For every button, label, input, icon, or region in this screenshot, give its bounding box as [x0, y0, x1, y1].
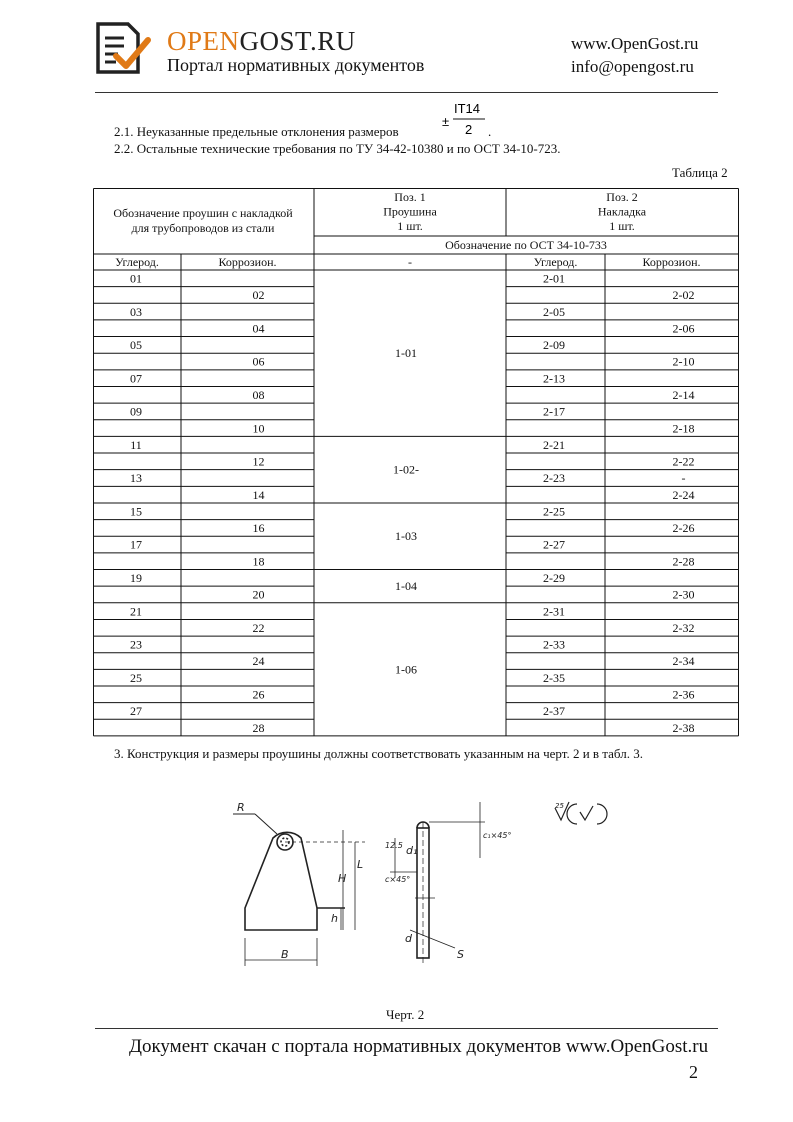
cell-corrosion: 10	[252, 421, 265, 436]
cell-carbon: 15	[130, 504, 142, 519]
brand-gost: GOST.RU	[239, 26, 356, 56]
header-pos2-line: 1 шт.	[609, 219, 635, 233]
cell-pos2-carbon: 2-09	[543, 338, 565, 353]
header-designation-line2: для трубопроводов из стали	[131, 221, 275, 235]
cell-pos2-corrosion: -	[681, 471, 686, 486]
portal-subtitle: Портал нормативных документов	[167, 55, 425, 75]
cell-pos2-carbon: 2-13	[543, 371, 565, 386]
frac-den: 2	[465, 122, 473, 137]
cell-carbon: 17	[130, 537, 142, 552]
cell-corrosion: 28	[252, 720, 265, 735]
label-h-small: h	[331, 912, 338, 925]
table-caption: Таблица 2	[672, 165, 728, 180]
cell-pos2-carbon: 2-01	[543, 271, 565, 286]
cell-corrosion: 08	[252, 387, 265, 402]
brand-open: OPEN	[167, 26, 240, 56]
cell-pos2-corrosion: 2-26	[672, 521, 695, 536]
cell-carbon: 09	[130, 404, 142, 419]
label-r: R	[237, 801, 245, 814]
label-c45: c×45°	[385, 875, 411, 884]
cell-pos2-carbon: 2-37	[543, 704, 565, 719]
cell-pos2-carbon: 2-29	[543, 571, 565, 586]
email-link[interactable]: info@opengost.ru	[571, 57, 694, 76]
cell-pos2-corrosion: 2-18	[672, 421, 695, 436]
cell-pos2-carbon: 2-31	[543, 604, 565, 619]
cell-corrosion: 20	[252, 587, 265, 602]
cell-pos2-corrosion: 2-06	[672, 321, 695, 336]
cell-pos2-carbon: 2-25	[543, 504, 565, 519]
page-number: 2	[689, 1062, 698, 1082]
cell-corrosion: 12	[252, 454, 265, 469]
cell-pos1-group: 1-02-	[393, 462, 419, 477]
paragraph-3: 3. Конструкция и размеры проушины должны соответствовать указанным на черт. 2 и в табл. 3.	[114, 746, 643, 761]
cell-pos2-carbon: 2-33	[543, 637, 565, 652]
cell-pos2-carbon: 2-35	[543, 670, 565, 685]
cell-pos2-corrosion: 2-34	[672, 654, 695, 669]
frac-num: IT14	[454, 101, 481, 116]
cell-corrosion: 04	[252, 321, 265, 336]
roughness-value: 25	[555, 802, 564, 810]
cell-pos2-carbon: 2-27	[543, 537, 565, 552]
brand-title	[167, 26, 356, 57]
cell-pos2-corrosion: 2-02	[672, 288, 695, 303]
cell-carbon: 13	[130, 471, 142, 486]
technical-drawing	[225, 798, 625, 973]
cell-corrosion: 02	[252, 288, 265, 303]
cell-pos2-corrosion: 2-22	[672, 454, 695, 469]
cell-pos2-carbon: 2-17	[543, 404, 565, 419]
cell-pos2-corrosion: 2-30	[672, 587, 695, 602]
cell-pos1-group: 1-06	[395, 662, 417, 677]
cell-corrosion: 22	[252, 620, 265, 635]
cell-corrosion: 24	[252, 654, 265, 669]
cell-carbon: 07	[130, 371, 142, 386]
cell-pos2-corrosion: 2-10	[672, 354, 695, 369]
figure-caption: Черт. 2	[386, 1007, 425, 1022]
header-pos1-line: Проушина	[383, 204, 437, 219]
label-b: B	[281, 948, 289, 961]
header-divider	[95, 92, 718, 93]
document-check-icon	[94, 20, 150, 76]
subheader-cell: -	[408, 255, 412, 269]
cell-corrosion: 18	[252, 554, 265, 569]
cell-corrosion: 26	[252, 687, 265, 702]
cell-carbon: 05	[130, 338, 142, 353]
subheader-cell: Углерод.	[115, 255, 159, 269]
label-h-big: H	[338, 872, 347, 885]
subheader-cell: Коррозион.	[218, 255, 277, 269]
cell-pos1-group: 1-04	[395, 579, 417, 594]
cell-corrosion: 16	[252, 521, 265, 536]
cell-pos1-group: 1-03	[395, 529, 417, 544]
cell-carbon: 21	[130, 604, 142, 619]
cell-pos2-corrosion: 2-32	[672, 620, 695, 635]
header-designation-line1: Обозначение проушин с накладкой	[113, 206, 293, 220]
label-d: d	[405, 932, 412, 945]
cell-pos2-carbon: 2-05	[543, 304, 565, 319]
cell-pos2-carbon: 2-23	[543, 471, 565, 486]
cell-carbon: 27	[130, 704, 142, 719]
cell-corrosion: 06	[252, 354, 265, 369]
footer-text: Документ скачан с портала нормативных документов www.OpenGost.ru	[129, 1036, 709, 1057]
paragraph-2-1: 2.1. Неуказанные предельные отклонения размеров	[114, 124, 399, 139]
cell-corrosion: 14	[252, 487, 265, 502]
cell-pos2-corrosion: 2-14	[672, 387, 695, 402]
header-pos2-line: Поз. 2	[606, 190, 638, 204]
cell-pos1-group: 1-01	[395, 346, 417, 361]
paragraph-2-2: 2.2. Остальные технические требования по ТУ 34-42-10380 и по ОСТ 34-10-723.	[114, 141, 561, 156]
tolerance-fraction	[442, 100, 490, 140]
site-link[interactable]: www.OpenGost.ru	[571, 34, 699, 53]
cell-pos2-carbon: 2-21	[543, 437, 565, 452]
cell-pos2-corrosion: 2-24	[672, 487, 695, 502]
cell-pos2-corrosion: 2-36	[672, 687, 695, 702]
cell-carbon: 11	[130, 437, 142, 452]
label-d1: d₁	[406, 844, 418, 857]
cell-carbon: 19	[130, 571, 142, 586]
cell-pos2-corrosion: 2-38	[672, 720, 695, 735]
header-pos2-line: Накладка	[597, 204, 647, 219]
spec-table	[93, 188, 739, 738]
frac-dot: .	[488, 124, 492, 139]
frac-sign: ±	[442, 114, 450, 129]
header-pos1-line: 1 шт.	[397, 219, 423, 233]
cell-carbon: 01	[130, 271, 142, 286]
label-c1-45: c₁×45°	[483, 831, 512, 840]
label-r125: 12.5	[385, 841, 403, 850]
cell-carbon: 23	[130, 637, 142, 652]
cell-carbon: 03	[130, 304, 142, 319]
header-ost: Обозначение по ОСТ 34-10-733	[445, 238, 607, 252]
footer-divider	[95, 1028, 718, 1029]
header-pos1-line: Поз. 1	[394, 190, 426, 204]
label-s: S	[457, 948, 464, 961]
subheader-cell: Углерод.	[533, 255, 578, 269]
subheader-cell: Коррозион.	[642, 255, 701, 269]
cell-pos2-corrosion: 2-28	[672, 554, 695, 569]
label-l: L	[357, 858, 364, 871]
cell-carbon: 25	[130, 670, 142, 685]
